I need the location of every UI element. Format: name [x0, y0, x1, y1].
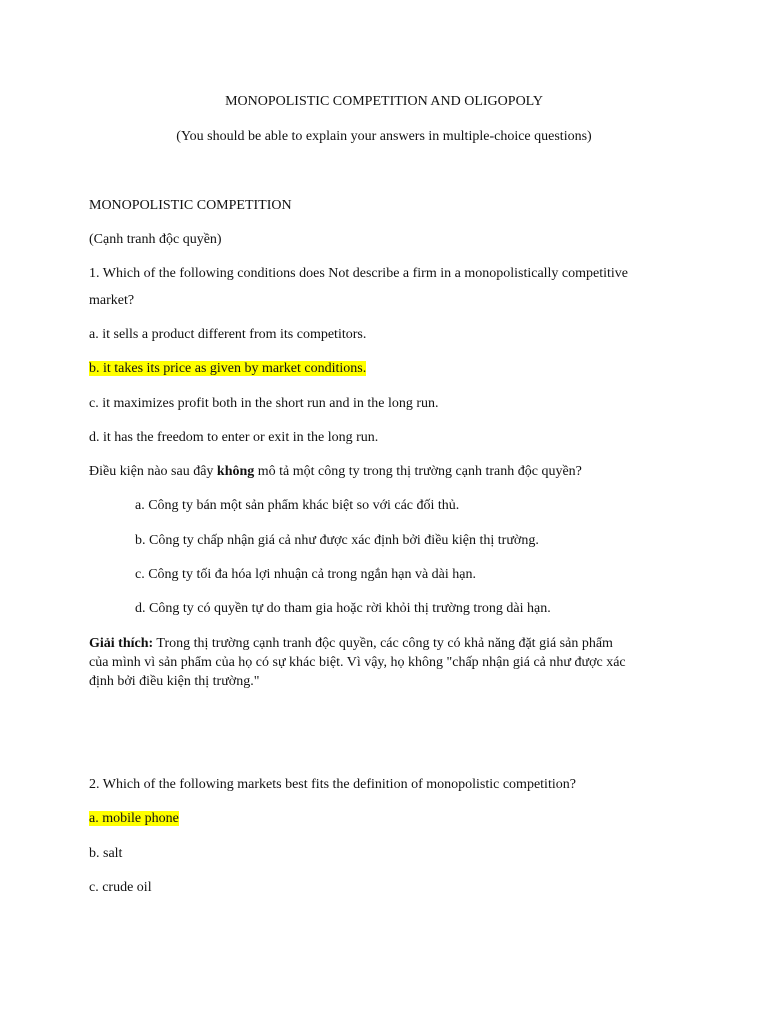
explanation-text: Trong thị trường cạnh tranh độc quyền, các công ty có khả năng đặt giá sản phẩm	[153, 636, 613, 651]
q1-option-b-vi: b. Công ty chấp nhận giá cả như được xác định bởi điều kiện thị trường.	[135, 533, 539, 548]
q2-option-c: c. crude oil	[89, 880, 152, 895]
q1-option-d-vi: d. Công ty có quyền tự do tham gia hoặc rời khỏi thị trường trong dài hạn.	[135, 601, 551, 616]
q2-option-b: b. salt	[89, 846, 123, 861]
q1-question-vi-text-end: mô tả một công ty trong thị trường cạnh tranh độc quyền?	[254, 464, 582, 479]
q1-question-vi-emphasis: không	[216, 464, 255, 479]
answer-highlight: b. it takes its price as given by market conditions.	[89, 361, 367, 376]
section-heading: MONOPOLISTIC COMPETITION	[89, 198, 292, 213]
q2-question: 2. Which of the following markets best fits the definition of monopolistic competition?	[89, 777, 576, 792]
q2-option-a-answer	[89, 811, 179, 827]
q1-explanation-line3: định bởi điều kiện thị trường."	[89, 674, 260, 689]
q1-option-a: a. it sells a product different from its competitors.	[89, 327, 367, 342]
q1-option-c-vi: c. Công ty tối đa hóa lợi nhuận cả trong ngắn hạn và dài hạn.	[135, 567, 476, 582]
document-title: MONOPOLISTIC COMPETITION AND OLIGOPOLY	[225, 94, 543, 109]
q1-question-line2: market?	[89, 293, 135, 308]
q1-option-d: d. it has the freedom to enter or exit in the long run.	[89, 430, 379, 445]
q1-question-vi-text: Điều kiện nào sau đây	[89, 464, 217, 479]
q1-option-a-vi: a. Công ty bán một sản phẩm khác biệt so với các đối thủ.	[135, 498, 460, 513]
q1-explanation-line2: của mình vì sản phẩm của họ có sự khác biệt. Vì vậy, họ không "chấp nhận giá cả như được xác	[89, 655, 626, 670]
q1-explanation-line1	[89, 636, 613, 652]
q1-question-vi	[89, 464, 582, 480]
explanation-label: Giải thích:	[89, 636, 154, 651]
document-subtitle: (You should be able to explain your answers in multiple-choice questions)	[176, 129, 592, 144]
answer-highlight: a. mobile phone	[89, 811, 179, 826]
section-heading-vi: (Cạnh tranh độc quyền)	[89, 232, 222, 247]
q1-option-c: c. it maximizes profit both in the short run and in the long run.	[89, 396, 439, 411]
q1-question-line1: 1. Which of the following conditions does Not describe a firm in a monopolistically competitive	[89, 266, 629, 281]
q1-option-b-answer	[89, 361, 366, 377]
